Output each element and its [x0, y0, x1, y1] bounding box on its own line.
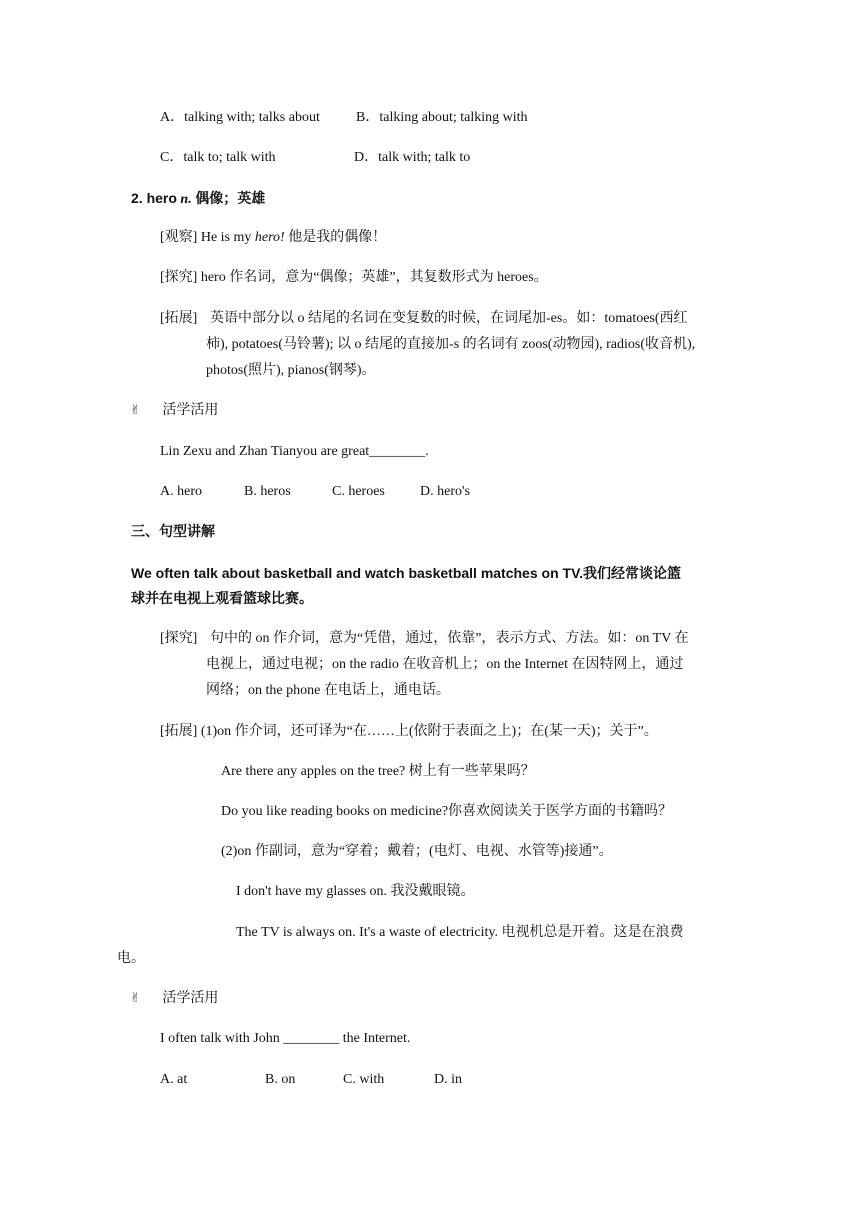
practice1-question: Lin Zexu and Zhan Tianyou are great________.	[160, 444, 429, 459]
practice1-option-d: D. hero's	[420, 484, 470, 499]
observe-italic: hero!	[254, 230, 285, 245]
option-letter: A．	[160, 110, 185, 125]
section3-extend-line1: (1)on 作介词，还可译为“在……上(依附于表面之上)；在(某一天)；关于”。	[197, 724, 658, 739]
section3-sentence-zh-2: 球并在电视上观看篮球比赛。	[131, 591, 313, 607]
practice1-header	[130, 402, 218, 420]
hero-extend-tag: [拓展]	[160, 311, 198, 326]
practice2-option-c: C. with	[343, 1072, 385, 1087]
section3-title: 三、句型讲解	[131, 524, 215, 540]
option-text: talking with; talks about	[184, 110, 320, 125]
hero-heading	[131, 189, 265, 209]
section3-sentence-en: We often talk about basketball and watch basketball matches on TV.	[131, 565, 584, 581]
section3-explore-line1: 句中的 on 作介词，意为“凭借，通过，依靠”，表示方式、方法。如：on TV 在	[210, 631, 689, 646]
practice2-option-d: D. in	[434, 1072, 462, 1087]
option-d	[354, 149, 470, 167]
option-letter: D．	[354, 150, 379, 165]
hand-icon: ✌	[130, 403, 141, 418]
option-text: talk with; talk to	[378, 150, 471, 165]
hero-heading-word: 2. hero	[131, 190, 177, 206]
hero-explore	[160, 269, 548, 287]
section3-explore-line2: 电视上，通过电视；on the radio 在收音机上；on the Internet 在因特网上，通过	[206, 657, 684, 672]
practice1-option-a: A. hero	[160, 484, 202, 499]
hero-observe	[160, 229, 386, 247]
section3-sub2: (2)on 作副词，意为“穿着；戴着；(电灯、电视、水管等)接通”。	[221, 844, 613, 859]
section3-sentence-zh-1: 我们经常谈论篮	[583, 566, 682, 582]
practice2-option-b: B. on	[265, 1072, 296, 1087]
option-b	[356, 109, 528, 127]
section3-explore-line3: 网络；on the phone 在电话上，通电话。	[206, 683, 450, 698]
option-c	[160, 149, 276, 167]
example-2: Do you like reading books on medicine?你喜欢阅读关于医学方面的书籍吗？	[221, 804, 673, 819]
explore-tag: [探究]	[160, 270, 198, 285]
observe-tag: [观察]	[160, 230, 198, 245]
option-letter: B．	[356, 110, 380, 125]
practice2-header	[130, 990, 218, 1008]
example-1: Are there any apples on the tree? 树上有一些苹果吗？	[221, 764, 535, 779]
practice2-option-a: A. at	[160, 1072, 188, 1087]
option-letter: C．	[160, 150, 184, 165]
example-4-line1: The TV is always on. It's a waste of electricity. 电视机总是开着。这是在浪费	[236, 925, 684, 940]
option-text: talking about; talking with	[379, 110, 528, 125]
option-text: talk to; talk with	[183, 150, 276, 165]
practice1-option-c: C. heroes	[332, 484, 385, 499]
example-3: I don't have my glasses on. 我没戴眼镜。	[236, 884, 475, 899]
hero-extend-line2: 柿), potatoes(马铃薯); 以 o 结尾的直接加-s 的名词有 zoos(动物园), radios(收音机),	[206, 337, 696, 352]
observe-text-b: 他是我的偶像！	[284, 230, 387, 245]
section3-extend-tag: [拓展]	[160, 724, 198, 739]
option-a	[160, 109, 320, 127]
explore-text: hero 作名词，意为“偶像；英雄”，其复数形式为 heroes。	[197, 270, 548, 285]
hero-extend-line1: 英语中部分以 o 结尾的名词在变复数的时候，在词尾加-es。如：tomatoes(西红	[210, 311, 688, 326]
observe-text-a: He is my	[197, 230, 255, 245]
section3-extend	[160, 723, 658, 741]
hero-heading-meaning: 偶像；英雄	[195, 191, 266, 207]
hero-extend-line3: photos(照片), pianos(钢琴)。	[206, 363, 376, 378]
section3-sentence	[131, 564, 681, 584]
practice1-option-b: B. heros	[244, 484, 291, 499]
hero-heading-pos: n.	[180, 192, 192, 207]
practice2-question: I often talk with John ________ the Internet.	[160, 1031, 411, 1046]
hand-icon: ✌	[130, 991, 141, 1006]
example-4-line2: 电。	[117, 951, 145, 966]
section3-explore-tag: [探究]	[160, 631, 198, 646]
practice1-label: 活学活用	[162, 403, 219, 418]
practice2-label: 活学活用	[162, 991, 219, 1006]
